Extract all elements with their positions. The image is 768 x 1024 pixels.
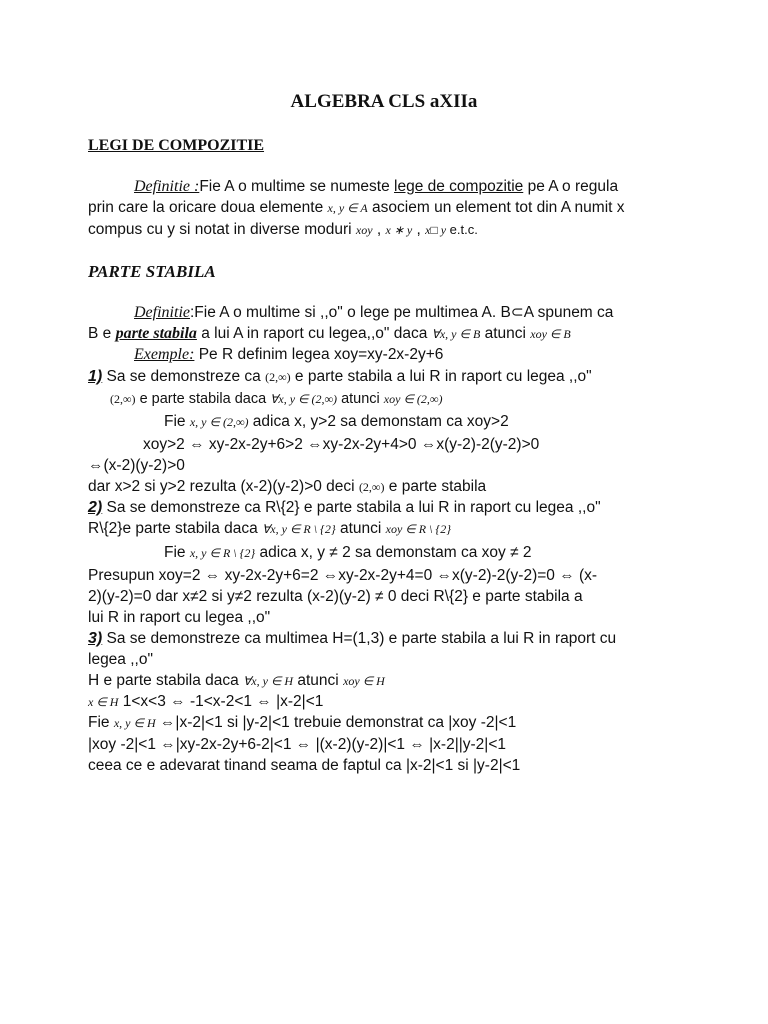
ex2-line5: 2)(y-2)=0 dar x≠2 si y≠2 rezulta (x-2)(y-2) ≠ 0 deci R\{2} e parte stabila a	[88, 588, 583, 605]
def1-line1	[134, 177, 688, 197]
ex3-number: 3)	[88, 630, 103, 647]
ex2-line6: lui R in raport cu legea ,,o"	[88, 609, 271, 626]
ex1-l1a: Sa se demonstreze ca	[102, 368, 266, 385]
ex3-l3b: atunci	[293, 672, 344, 689]
def1-l3-sep1: ,	[372, 221, 386, 238]
def1-l3-sep2: ,	[412, 221, 426, 238]
ex2-l3b: adica x, y ≠ 2 sa demonstam ca xoy ≠ 2	[255, 544, 532, 561]
def1-l3-end: e.t.c.	[446, 222, 478, 237]
def2-l2-math2: xoy ∈ B	[530, 327, 571, 341]
ex2-l2a: R\{2}e parte stabila daca	[88, 520, 263, 537]
ex2-line2	[88, 519, 688, 539]
ex2-l1a: Sa se demonstreze ca R\{2} e parte stabila a lui R in raport cu legea ,,o"	[102, 499, 601, 516]
exemple-label: Exemple:	[134, 346, 195, 363]
ex1-l3a: Fie	[164, 413, 190, 430]
ex1-l3b: adica x, y>2 sa demonstam ca xoy>2	[248, 413, 509, 430]
ex3-line6: |xoy -2|<1 ⇔|xy-2x-2y+6-2|<1 ⇔ |(x-2)(y-2)|<1 ⇔ |x-2||y-2|<1	[88, 736, 506, 753]
def1-label: Definitie :	[134, 178, 200, 195]
ex1-number: 1)	[88, 368, 103, 385]
ex1-l2-m1: (2,∞)	[110, 392, 136, 406]
def2-l2b: a lui A in raport cu legea,,o" daca	[196, 325, 432, 342]
ex1-l2-m3: xoy ∈ (2,∞)	[383, 392, 443, 406]
def1-l2a: prin care la oricare doua elemente	[88, 199, 328, 216]
ex3-l4b: 1<x<3 ⇔ -1<x-2<1 ⇔ |x-2|<1	[118, 693, 324, 710]
heading-parte-stabila: PARTE STABILA	[88, 262, 216, 281]
ex1-line2	[110, 389, 688, 409]
ex3-line3	[88, 671, 688, 691]
def1-l3-m3: x□ y	[425, 223, 447, 237]
ex1-line5: ⇔(x-2)(y-2)>0	[88, 457, 185, 474]
ex1-l1-m: (2,∞)	[265, 370, 291, 384]
ex1-line3	[164, 412, 688, 432]
def1-l3-m1: xoy	[355, 223, 373, 237]
ex3-l5b: ⇔|x-2|<1 si |y-2|<1 trebuie demonstrat ca |xoy -2|<1	[155, 714, 517, 731]
ex3-l5-m: x, y ∈ H	[113, 716, 156, 730]
ex2-line3	[164, 543, 688, 563]
ex1-line6	[88, 477, 688, 497]
def2-l2a: B e	[88, 325, 116, 342]
def1-l2-math: x, y ∈ A	[327, 201, 368, 215]
def2-label: Definitie	[134, 304, 190, 321]
ex1-l2a: e parte stabila daca	[135, 391, 271, 407]
ex3-l4-m: x ∈ H	[88, 695, 119, 709]
ex3-line1	[88, 629, 688, 649]
def2-l1b: :Fie A o multime si ,,o" o lege pe multimea A. B⊂A spunem ca	[189, 304, 614, 321]
def1-line3	[88, 220, 688, 240]
ex2-l3-m: x, y ∈ R \ {2}	[189, 546, 256, 560]
ex1-line1	[88, 367, 688, 387]
def1-l2b: asociem un element tot din A numit x	[367, 199, 625, 216]
exemple-text: Pe R definim legea xoy=xy-2x-2y+6	[194, 346, 444, 363]
ex2-l2b: atunci	[335, 520, 386, 537]
def1-term: lege de compozitie	[394, 178, 524, 195]
ex1-l6a: dar x>2 si y>2 rezulta (x-2)(y-2)>0 deci	[88, 478, 359, 495]
ex1-l6-m: (2,∞)	[358, 480, 385, 494]
ex1-l2-m2: ∀x, y ∈ (2,∞)	[270, 392, 338, 406]
ex1-l3-m: x, y ∈ (2,∞)	[189, 415, 249, 429]
def2-l2-math: ∀x, y ∈ B	[431, 327, 481, 341]
ex2-l2-m1: ∀x, y ∈ R \ {2}	[262, 522, 336, 536]
def1-line2	[88, 198, 688, 218]
def2-l2c: atunci	[480, 325, 531, 342]
def2-line1	[134, 303, 688, 323]
ex3-l3-m2: xoy ∈ H	[343, 674, 385, 688]
ex1-l1b: e parte stabila a lui R in raport cu legea ,,o"	[290, 368, 592, 385]
ex3-line5	[88, 713, 688, 733]
def1-l3a: compus cu y si notat in diverse moduri	[88, 221, 356, 238]
ex3-line7: ceea ce e adevarat tinand seama de faptul ca |x-2|<1 si |y-2|<1	[88, 757, 521, 774]
def1-l3-m2: x ∗ y	[385, 223, 413, 237]
ex3-l1: Sa se demonstreze ca multimea H=(1,3) e parte stabila a lui R in raport cu	[102, 630, 617, 647]
ex3-line2: legea ,,o"	[88, 651, 153, 668]
ex1-l2b: atunci	[337, 391, 384, 407]
ex3-l5a: Fie	[88, 714, 114, 731]
ex3-l3a: H e parte stabila daca	[88, 672, 244, 689]
document-title: ALGEBRA CLS aXIIa	[290, 91, 478, 112]
exemple-line	[134, 345, 688, 365]
ex2-number: 2)	[88, 499, 103, 516]
ex1-line4: xoy>2 ⇔ xy-2x-2y+6>2 ⇔xy-2x-2y+4>0 ⇔x(y-2)-2(y-2)>0	[143, 436, 540, 453]
heading-legi-de-compozitie: LEGI DE COMPOZITIE	[88, 137, 265, 154]
ex2-line1	[88, 498, 688, 518]
def1-l1a: Fie A o multime se numeste	[199, 178, 395, 195]
def2-term: parte stabila	[115, 325, 197, 342]
def2-line2	[88, 324, 688, 344]
ex1-l6b: e parte stabila	[384, 478, 487, 495]
ex3-l3-m1: ∀x, y ∈ H	[243, 674, 294, 688]
ex2-l3a: Fie	[164, 544, 190, 561]
def1-l1b: pe A o regula	[523, 178, 619, 195]
ex2-l2-m2: xoy ∈ R \ {2}	[385, 522, 452, 536]
ex3-line4	[88, 692, 688, 712]
ex2-line4: Presupun xoy=2 ⇔ xy-2x-2y+6=2 ⇔xy-2x-2y+4=0 ⇔x(y-2)-2(y-2)=0 ⇔ (x-	[88, 567, 598, 584]
